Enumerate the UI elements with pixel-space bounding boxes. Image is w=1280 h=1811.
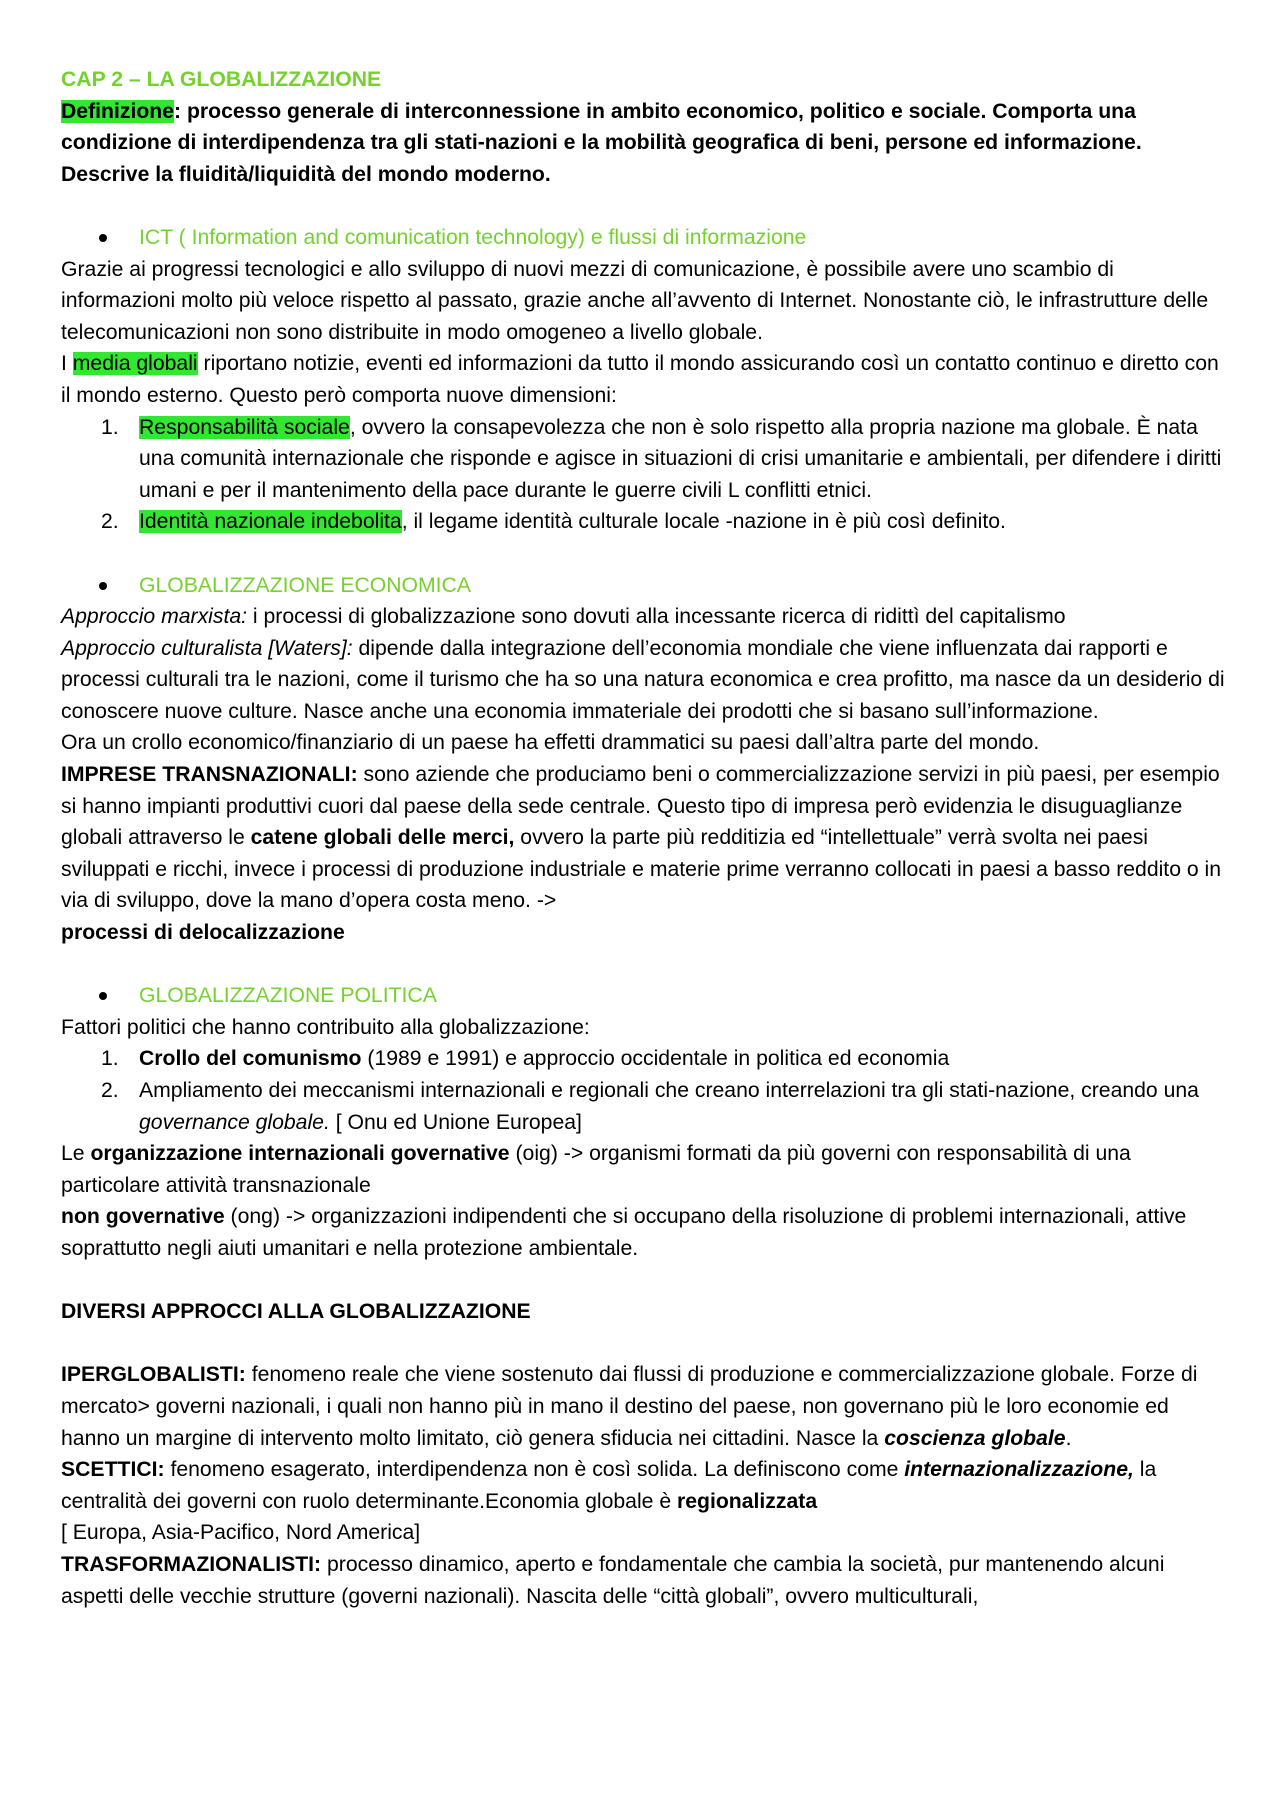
definition-paragraph: Definizione: processo generale di interconnessione in ambito economico, politico e sociale. Comporta una condizione di interdipendenza tra gli stati-nazioni e la mobilità geografica di beni, persone ed informazione. Descrive la fluidità/liquidità del mondo moderno. xyxy=(61,99,1142,186)
list-item: 1. Crollo del comunismo (1989 e 1991) e approccio occidentale in politica ed economia xyxy=(101,1047,950,1071)
chapter-title: CAP 2 – LA GLOBALIZZAZIONE xyxy=(61,68,382,91)
scettici-paragraph: SCETTICI: fenomeno esagerato, interdipendenza non è così solida. La definiscono come internazionalizzazione, la centralità dei governi con ruolo determinante.Economia globale è regionalizzata xyxy=(61,1458,1157,1513)
bullet-icon xyxy=(99,582,107,590)
approcci-heading: DIVERSI APPROCCI ALLA GLOBALIZZAZIONE xyxy=(61,1300,531,1324)
oig-paragraph: Le organizzazione internazionali governative (oig) -> organismi formati da più governi con responsabilità di una particolare attività transnazionale xyxy=(61,1142,1131,1197)
spacer xyxy=(61,1328,1226,1360)
bullet-icon xyxy=(99,992,107,1000)
politica-list xyxy=(61,1043,1226,1138)
spacer xyxy=(61,1265,1226,1297)
crollo-paragraph: Ora un crollo economico/finanziario di un paese ha effetti drammatici su paesi dall’altra parte del mondo. xyxy=(61,731,1040,755)
spacer xyxy=(61,538,1226,570)
ict-paragraph: Grazie ai progressi tecnologici e allo sviluppo di nuovi mezzi di comunicazione, è possibile avere uno scambio di informazioni molto più veloce rispetto al passato, grazie anche all’avvento di Internet. Nonostante ciò, le infrastrutture delle telecomunicazioni non sono distribuite in modo omogeneo a livello globale. xyxy=(61,257,1209,344)
imprese-paragraph: IMPRESE TRANSNAZIONALI: sono aziende che produciamo beni o commercializzazione servizi in più paesi, per esempio si hanno impianti produttivi cuori dal paese della sede centrale. Questo tipo di impresa però evidenzia le disuguaglianze globali attraverso le catene globali delle merci, ovvero la parte più redditizia ed “intellettuale” verrà svolta nei paesi sviluppati e ricchi, invece i processi di produzione industriale e materie prime verranno collocati in paesi a basso reddito o in via di sviluppo, dove la mano d’opera costa meno. -> xyxy=(61,763,1222,913)
delocalizzazione-text: processi di delocalizzazione xyxy=(61,921,345,945)
media-paragraph: I media globali riportano notizie, eventi ed informazioni da tutto il mondo assicurando così un contatto continuo e diretto con il mondo esterno. Questo però comporta nuove dimensioni: xyxy=(61,352,1219,407)
ict-heading: ICT ( Information and comunication technology) e flussi di informazione xyxy=(61,222,1226,254)
trasformazionalisti-paragraph: TRASFORMAZIONALISTI: processo dinamico, aperto e fondamentale che cambia la società, pur mantenendo alcuni aspetti delle vecchie strutture (governi nazionali). Nascita delle “città globali”, ovvero multiculturali, xyxy=(61,1552,1165,1608)
bullet-icon xyxy=(99,234,107,242)
media-term: media globali xyxy=(72,352,198,376)
politica-intro: Fattori politici che hanno contribuito alla globalizzazione: xyxy=(61,1015,590,1039)
iperglobalisti-paragraph: IPERGLOBALISTI: fenomeno reale che viene sostenuto dai flussi di produzione e commercializzazione globale. Forze di mercato> governi nazionali, i quali non hanno più in mano il destino del paese, non governano più le loro economie ed hanno un margine di intervento molto limitato, ciò genera sfiducia nei cittadini. Nasce la coscienza globale. xyxy=(61,1363,1198,1450)
politica-heading: GLOBALIZZAZIONE POLITICA xyxy=(61,980,1226,1012)
list-item: 1. Responsabilità sociale, ovvero la consapevolezza che non è solo rispetto alla propria nazione ma globale. È nata una comunità internazionale che risponde e agisce in situazioni di crisi umanitarie e ambientali, per difendere i diritti umani e per il mantenimento della pace durante le guerre civili L conflitti etnici. xyxy=(101,415,1222,502)
list-item: 2. Identità nazionale indebolita, il legame identità culturale locale -nazione in è più così definito. xyxy=(101,510,1006,534)
scettici-areas: [ Europa, Asia-Pacifico, Nord America] xyxy=(61,1521,421,1545)
ong-paragraph: non governative (ong) -> organizzazioni indipendenti che si occupano della risoluzione di problemi internazionali, attive soprattutto negli aiuti umanitari e nella protezione ambientale. xyxy=(61,1205,1187,1260)
spacer xyxy=(61,190,1226,222)
definition-term: Definizione xyxy=(61,99,175,123)
marxista-paragraph: Approccio marxista: i processi di globalizzazione sono dovuti alla incessante ricerca di ridittì del capitalismo xyxy=(61,605,1066,629)
list-item: 2. Ampliamento dei meccanismi internazionali e regionali che creano interrelazioni tra gli stati-nazione, creando una governance globale. [ Onu ed Unione Europea] xyxy=(101,1079,1199,1134)
ict-list xyxy=(61,412,1226,538)
document-page xyxy=(61,64,1226,1612)
economica-heading: GLOBALIZZAZIONE ECONOMICA xyxy=(61,570,1226,602)
spacer xyxy=(61,949,1226,981)
culturalista-paragraph: Approccio culturalista [Waters]: dipende dalla integrazione dell’economia mondiale che viene influenzata dai rapporti e processi culturali tra le nazioni, come il turismo che ha so una natura economica e crea profitto, ma nasce da un desiderio di conoscere nuove culture. Nasce anche una economia immateriale dei prodotti che si basano sull’informazione. xyxy=(61,636,1225,723)
